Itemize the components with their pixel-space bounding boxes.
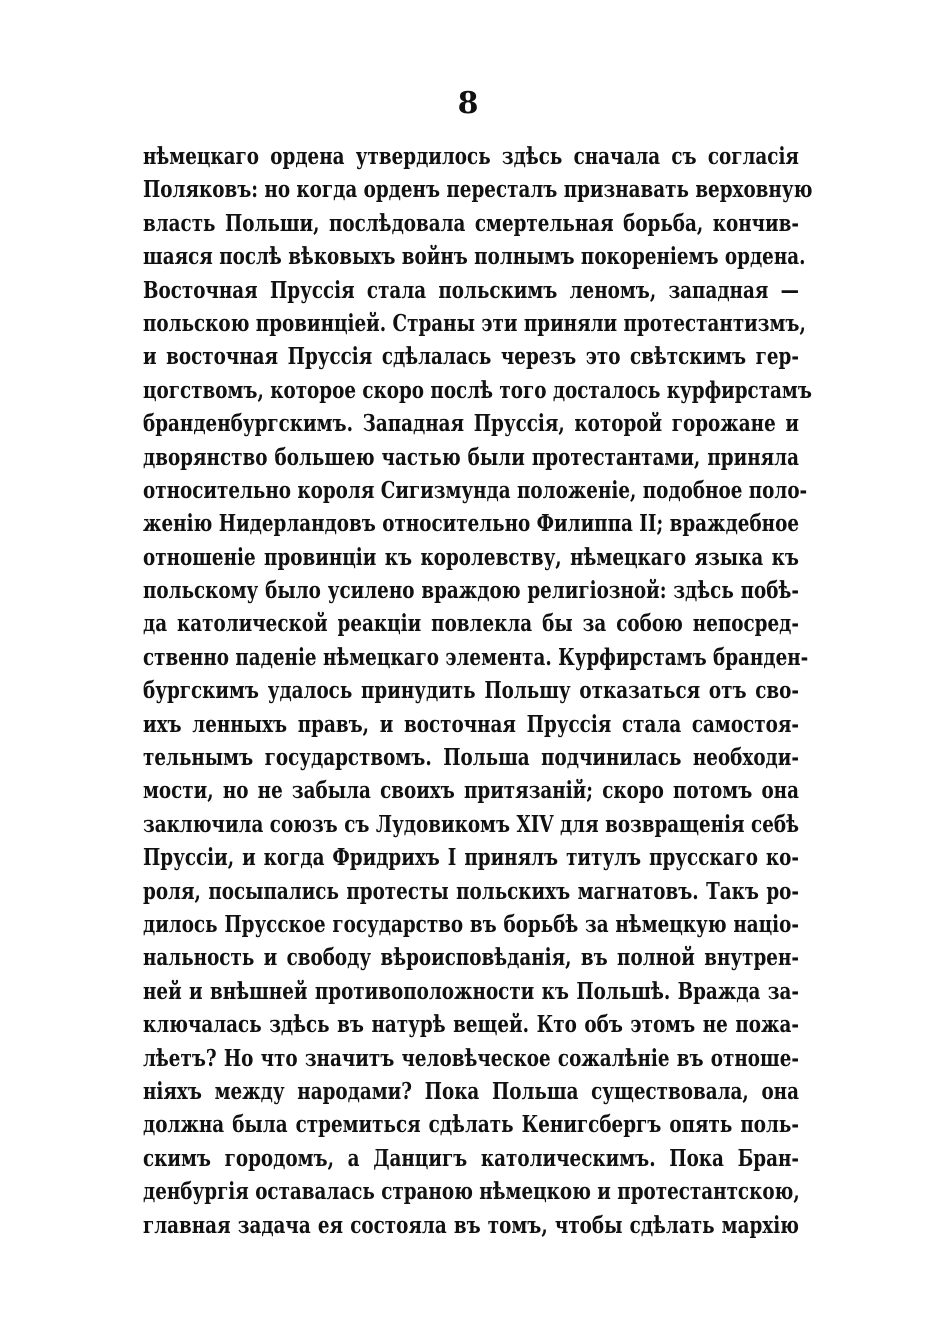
- body-text: [143, 140, 813, 1242]
- text-line: цогствомъ, которое скоро послѣ того досталось курфирстамъ: [143, 375, 812, 404]
- text-line: денбургія оставалась страною нѣмецкою и протестантскою,: [143, 1177, 800, 1206]
- text-line: ключалась здѣсь въ натурѣ вещей. Кто объ этомъ не пожа-: [143, 1010, 799, 1039]
- text-line: нальность и свободу вѣроисповѣданія, въ полной внутрен-: [143, 943, 799, 972]
- text-line: женію Нидерландовъ относительно Филиппа II; враждебное: [143, 509, 799, 538]
- text-line: польскою провинціей. Страны эти приняли протестантизмъ,: [143, 308, 806, 337]
- text-line: польскому было усилено враждою религіозной: здѣсь побѣ-: [143, 576, 799, 605]
- text-line: Поляковъ: но когда орденъ пересталъ признавать верховную: [143, 175, 813, 204]
- text-line: и восточная Пруссія сдѣлалась черезъ это свѣтскимъ гер-: [143, 342, 799, 371]
- text-line: Восточная Пруссія стала польскимъ леномъ, западная —: [143, 275, 799, 304]
- text-line: лѣетъ? Но что значитъ человѣческое сожалѣніе въ отноше-: [143, 1043, 799, 1072]
- text-line: главная задача ея состояла въ томъ, чтобы сдѣлать мархію: [143, 1210, 799, 1239]
- text-line: роля, посыпались протесты польскихъ магнатовъ. Такъ ро-: [143, 876, 799, 905]
- text-line: да католической реакціи повлекла бы за собою непосред-: [143, 609, 799, 638]
- text-line: скимъ городомъ, а Данцигъ католическимъ. Пока Бран-: [143, 1143, 799, 1172]
- text-line: относительно короля Сигизмунда положеніе, подобное поло-: [143, 475, 808, 504]
- text-line: дилось Прусское государство въ борьбѣ за нѣмецкую націо-: [143, 909, 799, 938]
- page-number: 8: [457, 86, 479, 121]
- text-line: ней и внѣшней противоположности къ Польшѣ. Вражда за-: [143, 976, 799, 1005]
- text-line: тельнымъ государствомъ. Польша подчинилась необходи-: [143, 743, 799, 772]
- text-line: ніяхъ между народами? Пока Польша существовала, она: [143, 1076, 799, 1105]
- text-line: власть Польши, послѣдовала смертельная борьба, кончив-: [143, 208, 799, 237]
- text-line: должна была стремиться сдѣлать Кенигсбергъ опять поль-: [143, 1110, 799, 1139]
- text-line: мости, но не забыла своихъ притязаній; скоро потомъ она: [143, 776, 799, 805]
- text-line: дворянство большею частью были протестантами, приняла: [143, 442, 799, 471]
- text-line: бранденбургскимъ. Западная Пруссія, которой горожане и: [143, 409, 799, 438]
- text-line: заключила союзъ съ Лудовикомъ XIV для возвращенія себѣ: [143, 809, 799, 838]
- text-line: Пруссіи, и когда Фридрихъ I принялъ титулъ прусскаго ко-: [143, 843, 799, 872]
- text-line: ихъ ленныхъ правъ, и восточная Пруссія стала самостоя-: [143, 709, 799, 738]
- text-line: шаяся послѣ вѣковыхъ войнъ полнымъ покореніемъ ордена.: [143, 242, 806, 271]
- text-line: нѣмецкаго ордена утвердилось здѣсь сначала съ согласія: [143, 142, 799, 170]
- text-line: ственно паденіе нѣмецкаго элемента. Курфирстамъ бранден-: [143, 642, 809, 671]
- text-line: отношеніе провинціи къ королевству, нѣмецкаго языка къ: [143, 542, 799, 571]
- text-line: бургскимъ удалось принудить Польшу отказаться отъ сво-: [143, 676, 799, 705]
